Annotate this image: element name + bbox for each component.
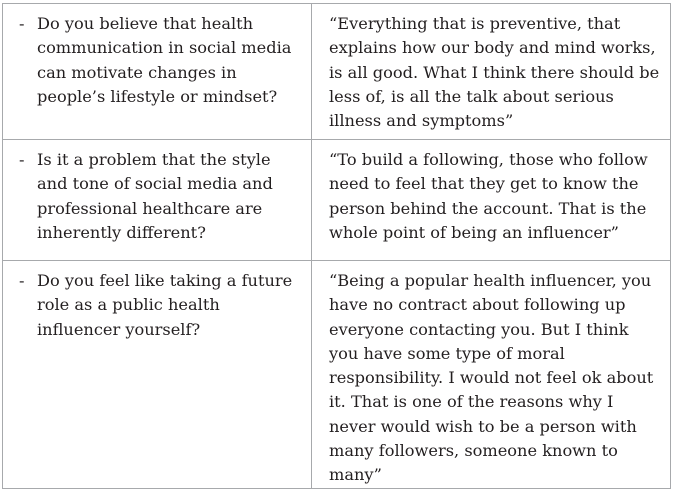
bullet-dash: - <box>19 150 25 169</box>
question-text: Do you feel like taking a future role as a public health influencer yourself? <box>37 271 293 339</box>
question-cell <box>3 261 312 489</box>
quote-cell <box>312 261 671 489</box>
quote-cell <box>312 4 671 140</box>
quote-text: “Being a popular health influencer, you have no contract about following up everyone contacting you. But I think you have some type of moral responsibility. I would not feel ok about it. That is one of the reasons why I never would wish to be a person with many followers, someone known to many” <box>329 271 654 485</box>
question-cell <box>3 4 312 140</box>
interview-table <box>2 3 671 489</box>
question-text: Do you believe that health communication in social media can motivate changes in people’s lifestyle or mindset? <box>37 14 292 106</box>
quote-cell <box>312 140 671 261</box>
bullet-dash: - <box>19 271 25 290</box>
question-text: Is it a problem that the style and tone of social media and professional healthcare are inherently different? <box>37 150 273 242</box>
table-row <box>3 4 671 140</box>
quote-text: “Everything that is preventive, that explains how our body and mind works, is all good. What I think there should be less of, is all the talk about serious illness and symptoms” <box>329 14 660 131</box>
bullet-dash: - <box>19 14 25 33</box>
table-row <box>3 140 671 261</box>
question-cell <box>3 140 312 261</box>
table-row <box>3 261 671 489</box>
quote-text: “To build a following, those who follow need to feel that they get to know the person behind the account. That is the whole point of being an influencer” <box>329 150 648 242</box>
